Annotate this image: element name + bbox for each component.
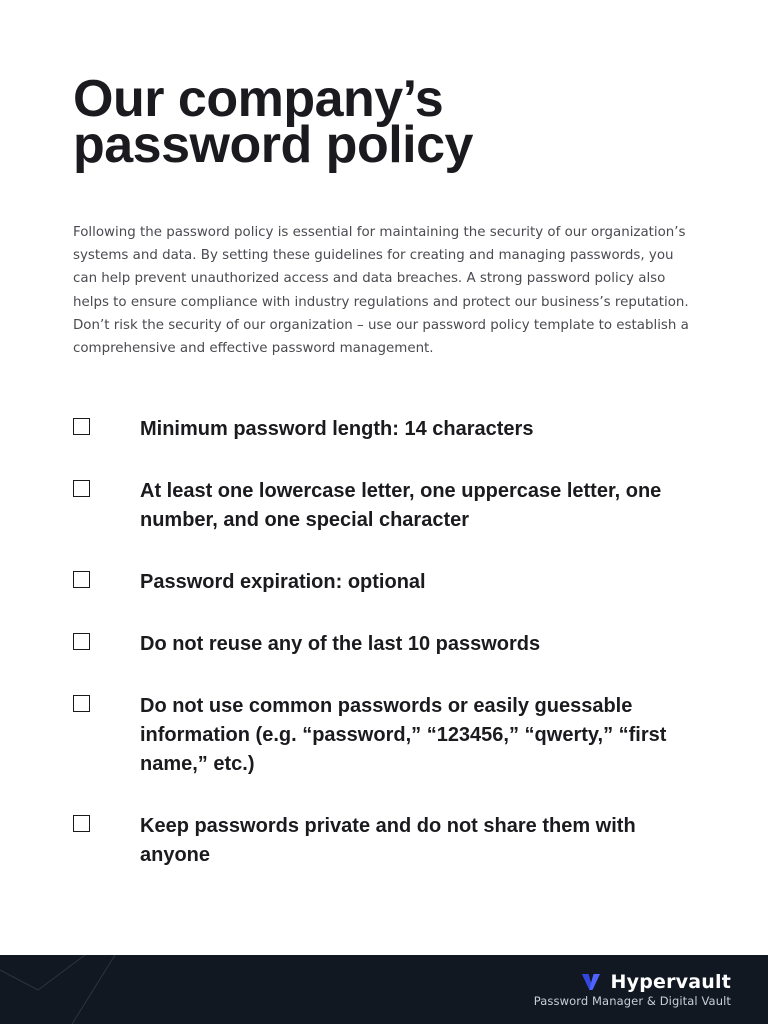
checklist-item <box>73 812 693 870</box>
checklist-item <box>73 568 693 597</box>
checkbox[interactable] <box>73 480 90 497</box>
footer-bar <box>0 955 768 1024</box>
checkbox[interactable] <box>73 418 90 435</box>
hypervault-v-logo-icon <box>582 974 600 990</box>
brand-block <box>534 971 731 1008</box>
checklist-item <box>73 415 693 444</box>
brand-name: Hypervault <box>610 971 731 993</box>
checklist-item-label: At least one lowercase letter, one uppercase letter, one number, and one special character <box>140 480 662 531</box>
checklist-item-label: Keep passwords private and do not share them with anyone <box>140 815 636 866</box>
checklist-item-label: Minimum password length: 14 characters <box>140 418 534 440</box>
checklist-item <box>73 477 693 535</box>
checklist-item <box>73 692 693 779</box>
policy-checklist <box>73 415 693 870</box>
footer-decoration <box>0 955 140 1024</box>
checklist-item-label: Do not reuse any of the last 10 passwords <box>140 633 541 655</box>
checkbox[interactable] <box>73 695 90 712</box>
page-title-line-2: password policy <box>73 116 473 174</box>
page-title-line-1: Our company’s <box>73 70 444 128</box>
checklist-item-label: Do not use common passwords or easily guessable information (e.g. “password,” “123456,” “qwerty,” “first name,” etc.) <box>140 695 667 775</box>
checklist-item-label: Password expiration: optional <box>140 571 426 593</box>
intro-paragraph: Following the password policy is essential for maintaining the security of our organization’s systems and data. By setting these guidelines for creating and managing passwords, you can help prevent unauthorized access and data breaches. A strong password policy also helps to ensure compliance with industry regulations and protect our business’s reputation. Don’t risk the security of our organization – use our password policy template to establish a comprehensive and effective password management. <box>73 225 689 357</box>
checklist-item <box>73 630 693 659</box>
page-title <box>73 70 693 174</box>
checkbox[interactable] <box>73 633 90 650</box>
brand-tagline: Password Manager & Digital Vault <box>533 994 731 1008</box>
checkbox[interactable] <box>73 815 90 832</box>
brand-row <box>534 971 731 993</box>
checkbox[interactable] <box>73 571 90 588</box>
